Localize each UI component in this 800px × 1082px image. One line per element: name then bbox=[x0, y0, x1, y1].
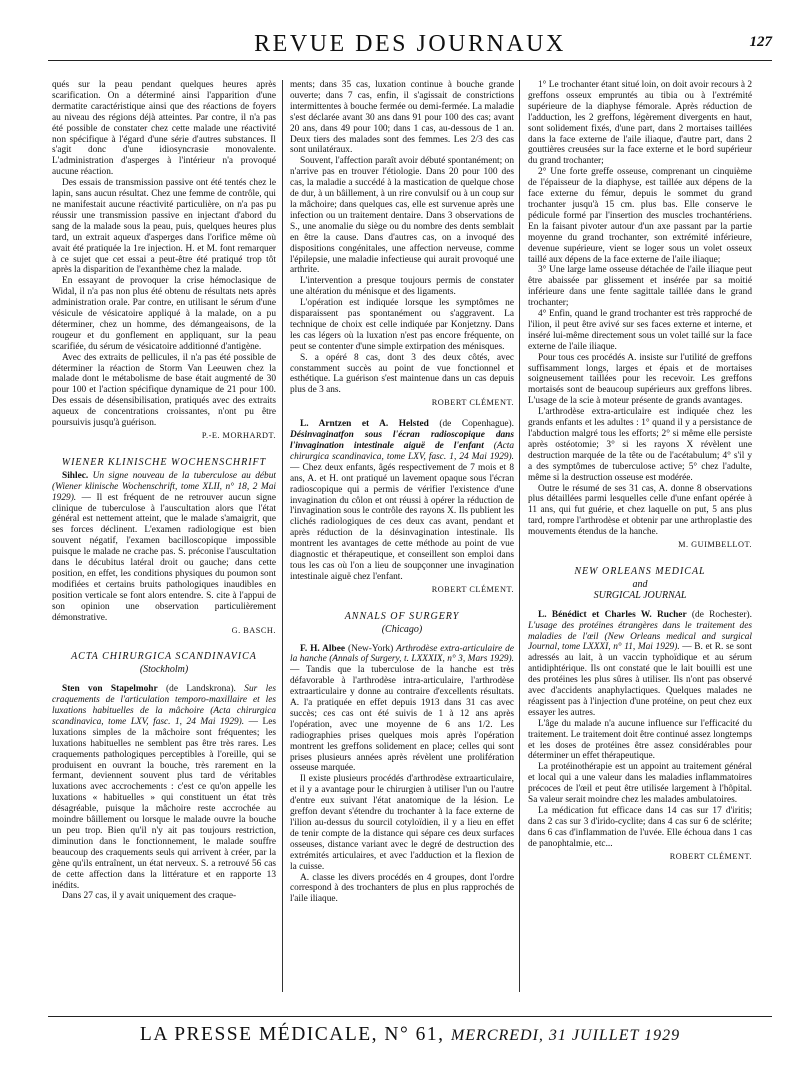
author-signature: M. GUIMBELLOT. bbox=[678, 540, 752, 550]
page-number: 127 bbox=[749, 34, 772, 50]
article-title: Désinvaginatfon sous l'écran radioscopique dans l'invagination intestinale aiguë de l'enfant bbox=[290, 430, 514, 451]
paragraph: 1° Le trochanter étant situé loin, on doit avoir recours à 2 greffons osseux empruntés au tibia ou à l'extrémité supérieure de la diaphyse fémorale. Après réduction de l'adduction, les 2 greffons, légèrement divergents en haut, sont solidement fixés, d'une part, dans 2 mortaises taillées dans la face externe de l'aile iliaque, d'autre part, dans 2 gouttières creusées sur la face externe et le bord supérieur du grand trochanter; bbox=[528, 80, 752, 167]
article-abstract bbox=[290, 644, 514, 775]
paragraph: Avec des extraits de pellicules, il n'a pas été possible de déterminer la réaction de Storm Van Leeuwen chez la malade dont le métabolisme de base était augmenté de 30 pour 100 et l'action spécifique dynamique de 21 pour 100. Des essais de désensibilisation, pratiqués avec des extraits aqueux de concentrations croissantes, n'ont pu être poursuivis jusqu'à guérison. bbox=[52, 352, 276, 429]
paragraph: 3° Une large lame osseuse détachée de l'aile iliaque peut être abaissée par glissement et insérée par sa moitié inférieure dans une fente sagittale taillée dans le grand trochanter; bbox=[528, 265, 752, 309]
section-subheading: (Stockholm) bbox=[139, 664, 189, 676]
paragraph: A. classe les divers procédés en 4 groupes, dont l'ordre correspond à des trochanters de plus en plus rapprochés de l'aile iliaque. bbox=[290, 872, 514, 905]
paragraph: L'intervention a presque toujours permis de constater une altération du ménisque et des ligaments. bbox=[290, 276, 514, 298]
article-title: Arthrodèse extra-articulaire de la hanche bbox=[290, 643, 514, 665]
paragraph: S. a opéré 8 cas, dont 3 des deux côtés, avec constamment succès au point de vue fonctionnel et esthétique. La guérison s'est maintenue dans un cas depuis plus de 3 ans. bbox=[290, 352, 514, 396]
paragraph: Pour tous ces procédés A. insiste sur l'utilité de greffons suffisamment longs, larges et épais et de mortaises soigneusement taillées pour les recevoir. Les greffons mortaisés sont de beaucoup supérieurs aux greffons libres. L'usage de la scie à moteur présente de grands avantages. bbox=[528, 352, 752, 407]
article-location: (de Copenhague). bbox=[439, 419, 514, 430]
author-signature: P.-E. MORHARDT. bbox=[201, 431, 276, 440]
page-footer bbox=[48, 1023, 772, 1048]
article-reference: (Acta chirurgica scandinavica, tome LXV, fasc. 1, 24 Mai 1929). bbox=[52, 706, 276, 727]
paragraph: La protéinothérapie est un appoint au traitement général et local qui a une valeur dans les maladies inflammatoires précoces de l'œil et peut être utilisée largement à l'hôpital. Sa valeur serait moindre chez les malades ambulatoires. bbox=[528, 762, 752, 806]
paragraph: ments; dans 35 cas, luxation continue à bouche grande ouverte; dans 7 cas, enfin, il s'agissait de constrictions intermittentes à bouche fermée ou demi-fermée. La maladie s'est déclarée avant 30 ans dans 91 pour 100 des cas; avant 20 ans, dans 49 pour 100; dans 1 cas, au-dessous de 1 an. Deux tiers des malades sont des femmes. Les 2/3 des cas sont unilatéraux. bbox=[290, 80, 514, 156]
footer-date: MERCREDI, 31 JUILLET 1929 bbox=[450, 1027, 681, 1044]
page-header bbox=[48, 30, 772, 58]
column-divider bbox=[519, 80, 520, 992]
author-signature: ROBERT CLÉMENT. bbox=[431, 398, 514, 408]
article-location: (de Rochester). bbox=[691, 609, 752, 620]
paragraph: En essayant de provoquer la crise hémoclasique de Widal, il n'a pas non plus été obtenu de résultats nets après administration orale. Par contre, en utilisant le sérum d'une vésicule de vésicatoire appliqué à la malade, on a pu déterminer, chez un homme, des démangeaisons, de la rougeur et du gonflement en appliquant, sur la peau scarifiée, du sérum de vésicatoire additionné d'antigène. bbox=[52, 276, 276, 352]
article-text: — B. et R. se sont adressés au lait, à un vaccin typhoïdique et au sérum antidiphtérique. Ils ont constaté que le lait bouilli est une des protéines les plus sûres à utiliser. Ils n'ont pas observé avec d'accidents anaphylactiques. Quelques malades ne réagissent pas à l'injection d'une protéine, on peut chez eux essayer les autres. bbox=[528, 642, 752, 718]
article-abstract bbox=[52, 471, 276, 624]
paragraph: Souvent, l'affection paraît avoir débuté spontanément; on n'arrive pas en trouver l'étiologie. Dans 20 pour 100 des cas, la maladie a succédé à la mastication de quelque chose de dur, à un bâillement, à un rire convulsif ou à un coup sur la mâchoire; dans quelques cas, elle est survenue après une infection ou un traitement dentaire. Dans 3 observations de S., une anomalie du siège ou du nombre des dents semblait en être la cause. Dans d'autres cas, on a invoqué des dispositions congénitales, une affection nerveuse, comme l'épilepsie, une maladie infectieuse qui aurait provoqué une arthrite. bbox=[290, 156, 514, 276]
section-heading-line2: SURGICAL JOURNAL bbox=[593, 589, 687, 601]
section-subheading: (Chicago) bbox=[381, 623, 423, 635]
article-location: (de Landskrona). bbox=[166, 684, 236, 695]
column-divider bbox=[282, 80, 283, 992]
column-left bbox=[52, 80, 276, 995]
paragraph: qués sur la peau pendant quelques heures après scarification. On a déterminé ainsi l'apparition d'une dermatite caractéristique ainsi que des réactions de foyers au niveau des régions déjà atteintes. Par contre, il n'a pas été possible de constater chez cette malade une réactivité non spécifique à l'égard d'une série d'autres substances. Il s'agit donc d'une idiosyncrasie monovalente. L'administration d'asperges à l'intérieur n'a provoqué aucune réaction. bbox=[52, 80, 276, 178]
article-author: L. Arntzen et A. Helsted bbox=[300, 419, 429, 430]
footer-rule bbox=[48, 1016, 772, 1017]
paragraph: L'opération est indiquée lorsque les symptômes ne disparaissent pas spontanément ou s'aggravent. La technique de choix est celle indiquée par Konjetzny. Dans les cas légers où la luxation n'est pas encore fréquente, on peut se contenter d'une simple extirpation des ménisques. bbox=[290, 298, 514, 352]
column-middle bbox=[290, 80, 514, 995]
article-text: — Il est fréquent de ne retrouver aucun signe clinique de tuberculose à l'auscultation alors que l'état général est nettement atteint, que le malade s'amaigrit, que ses forces déclinent. L'examen radiologique est bien souvent négatif, l'examen bacilloscopique impossible puisque le malade ne crache pas. S. préconise l'auscultation dans le décubitus latéral droit ou gauche; dans cette position, en effet, les conditions physiques du poumon sont modifiées et certains bruits pathologiques inaudibles en position verticale se font alors entendre. S. cite à l'appui de son opinion une observation particulièrement démonstrative. bbox=[52, 492, 276, 623]
section-heading-and: and bbox=[632, 578, 648, 590]
article-abstract bbox=[528, 610, 752, 719]
article-author: Sihlec. bbox=[62, 470, 89, 481]
paragraph: Dans 27 cas, il y avait uniquement des craque- bbox=[62, 891, 237, 902]
header-rule bbox=[48, 60, 772, 61]
article-reference: (Annals of Surgery, t. LXXXIX, n° 3, Mars 1929). bbox=[329, 654, 514, 665]
paragraph: Des essais de transmission passive ont été tentés chez le lapin, sans aucun résultat. Chez une femme de contrôle, qui ne manifestait aucune réactivité particulière, on n'a pas pu réussir une transmission passive en injectant d'abord du sang de la malade sous la peau, puis, quelques heures plus tard, un extrait aqueux d'asperges dans l'orifice même où avait été pratiquée la 1re injection. H. et M. font remarquer à ce sujet que cet essai a peut-être été pratiqué trop tôt après la disparition de l'exanthème chez la malade. bbox=[52, 178, 276, 276]
paragraph: L'arthrodèse extra-articulaire est indiquée chez les grands enfants et les adultes : 1° quand il y a persistance de l'abduction malgré tous les efforts; 2° si même elle persiste après ostéotomie; 3° si les rayons X révèlent une destruction marquée de la tête ou de l'acétabulum; 4° s'il y a des symptômes de tuberculose active; 5° chez l'adulte, même si la destruction osseuse est modérée. bbox=[528, 407, 752, 483]
author-signature: G. BASCH. bbox=[231, 625, 276, 635]
article-reference: (New Orleans medical and surgical Journal, tome LXXXI, n° 11, Mai 1929). bbox=[528, 631, 752, 653]
paragraph: 4° Enfin, quand le grand trochanter est très rapproché de l'ilion, il peut être avivé sur ses faces externe et interne, et inséré lui-même directement sous un volet taillé sur la face externe de l'aile iliaque. bbox=[528, 309, 752, 352]
article-title: L'usage des protéines étrangères dans le traitement des maladies de l'œil bbox=[528, 620, 752, 642]
article-text: — Les luxations simples de la mâchoire sont fréquentes; les luxations habituelles ne semblent pas être très rares. Les craquements pathologiques perceptibles à l'oreille, qui se produisent en ouvrant la bouche, très rarement en la fermant, deviennent souvent plus tard de véritables luxations avec accrochements : c'est ce qu'on appelle les luxations « habituelles » qui constituent un état très désagréable, puisque la mâchoire reste accrochée au moindre bâillement ou lorsque le malade ouvre la bouche un peu trop. Bien qu'il n'y ait pas toujours restriction, diminution dans le fonctionnement, le malade souffre beaucoup des craquements seuls qui arrivent à créer, par la gène qu'ils entraînent, un état nerveux. S. a retrouvé 56 cas de cette affection dans la littérature et en rapporte 13 inédits. bbox=[52, 716, 276, 891]
paragraph: Il existe plusieurs procédés d'arthrodèse extraarticulaire, et il y a avantage pour le chirurgien à utiliser l'un ou l'autre d'entre eux suivant l'état anatomique de la lésion. Le greffon devant s'étendre du trochanter à la face externe de l'ilion au-dessus du sourcil cotyloïdien, il y a lieu en effet de tenir compte de la distance qui sépare ces deux surfaces osseuses, distance variant avec le degré de destruction des extrémités articulaires, et avec l'adduction et la flexion de la cuisse. bbox=[290, 774, 514, 872]
section-heading: ACTA CHIRURGICA SCANDINAVICA bbox=[71, 651, 257, 663]
paragraph: Outre le résumé de ses 31 cas, A. donne 8 observations plus détaillées parmi lesquelles celle d'une enfant opérée à 11 ans, qui fut guérie, et chez laquelle on put, 5 ans plus tard, rompre l'arthrodèse et obtenir par une arthroplastie des mouvements étendus de la hanche. bbox=[528, 483, 752, 538]
running-title: REVUE DES JOURNAUX bbox=[254, 31, 566, 57]
column-right bbox=[528, 80, 752, 995]
article-title: Un signe nouveau de la tuberculose au début bbox=[92, 470, 276, 481]
section-heading: NEW ORLEANS MEDICAL bbox=[574, 565, 706, 577]
article-author: F. H. Albee bbox=[300, 643, 346, 654]
paragraph: 2° Une forte greffe osseuse, comprenant un cinquième de l'épaisseur de la diaphyse, est taillée aux dépens de la face externe du fémur, depuis le sommet du grand trochanter jusqu'à 15 cm. plus bas. Elle conserve le pédicule formé par l'insertion des muscles trochantériens. En la faisant pivoter autour d'un axe passant par la partie moyenne du grand trochanter, son extrémité inférieure, devenue supérieure, vient se loger sous un volet osseux taillé aux dépens de la face externe de l'aile iliaque; bbox=[528, 167, 752, 265]
section-heading: ANNALS OF SURGERY bbox=[344, 610, 460, 622]
article-abstract bbox=[290, 419, 514, 583]
article-reference: (Acta chirurgica scandinavica, tome LXV, fasc. 1, 24 Mai 1929). bbox=[290, 441, 514, 462]
author-signature: ROBERT CLÉMENT. bbox=[669, 851, 752, 861]
author-signature: ROBERT CLÉMENT. bbox=[431, 584, 514, 594]
article-text: — Chez deux enfants, âgés respectivement de 7 mois et 8 ans, A. et H. ont pratiqué un lavement opaque sous l'écran radioscopique qui a permis de vérifier l'existence d'une invagination du côlon et ont réussi à opérer la réduction de l'invagination sous le contrôle des rayons X. Ils publient les clichés radiologiques de ces deux cas avant, pendant et après réduction de la désinvagination intestinale. Ils montrent les avantages de cette méthode au point de vue diagnostic et thérapeutique, et conseillent son emploi dans tous les cas où l'on a lieu de soupçonner une invagination intestinale aiguë chez l'enfant. bbox=[290, 462, 514, 582]
article-reference: (Wiener klinische Wochenschrift, tome XLII, n° 18, 2 Mai 1929). bbox=[52, 481, 276, 503]
footer-journal: LA PRESSE MÉDICALE, N° 61, bbox=[139, 1024, 445, 1045]
article-author: Sten von Stapelmohr bbox=[62, 684, 158, 695]
article-abstract bbox=[52, 684, 276, 891]
paragraph: L'âge du malade n'a aucune influence sur l'efficacité du traitement. Le traitement doit être continué assez longtemps et les doses de protéines être assez considérables pour déterminer un effet thérapeutique. bbox=[528, 718, 752, 762]
article-author: L. Bénédict et Charles W. Rucher bbox=[538, 609, 687, 620]
article-location: (New-York) bbox=[347, 643, 394, 654]
paragraph: La médication fut efficace dans 14 cas sur 17 d'iritis; dans 2 cas sur 3 d'irido-cyclite; dans 4 cas sur 6 de sclérite; dans 6 cas d'inflammation de l'uvée. Elle échoua dans 1 cas de panophtalmie, etc... bbox=[528, 806, 752, 849]
article-title: Sur les craquements de l'articulation temporo-maxillaire et les luxations habituelles de la mâchoire bbox=[52, 684, 276, 717]
section-heading: WIENER KLINISCHE WOCHENSCHRIFT bbox=[61, 456, 267, 468]
article-text: — Tandis que la tuberculose de la hanche est très défavorable à l'arthrodèse intra-articulaire, l'arthrodèse extraarticulaire y donne au contraire d'excellents résultats. A. l'a pratiquée en effet depuis 1913 dans 31 cas avec succès; ces cas ont été suivis de 1 à 12 ans après l'opération, avec une moyenne de 6 ans 1/2. Les radiographies prises quelques mois après l'opération montrent les greffons solidement en place; celles qui sont prises plusieurs années après révèlent une prolifération osseuse marquée. bbox=[290, 665, 514, 774]
